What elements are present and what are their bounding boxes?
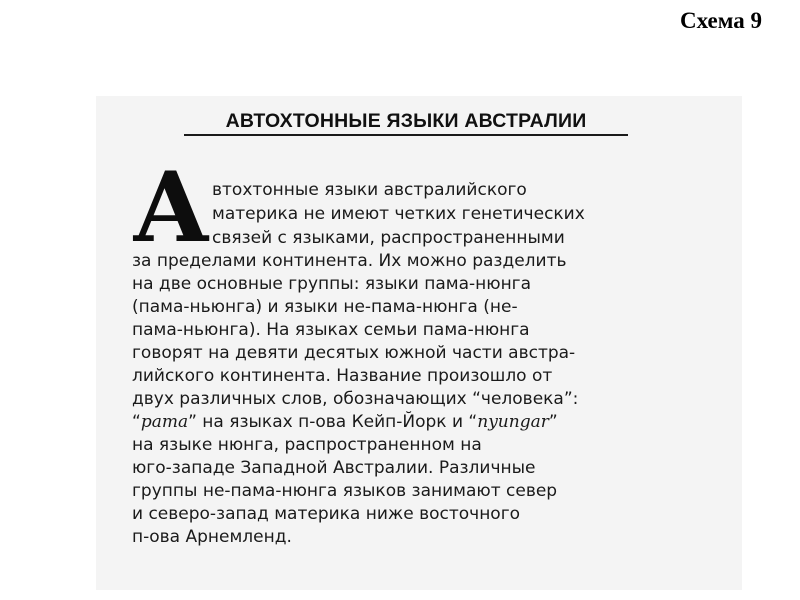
quote-open: “ xyxy=(132,412,141,432)
text-line-8: говорят на девяти десятых южной части австра- xyxy=(132,343,576,363)
italic-word-nyungar: nyungar xyxy=(477,412,549,432)
text-line-13: юго-западе Западной Австралии. Различные xyxy=(132,458,536,478)
italic-word-pama: pama xyxy=(140,412,189,432)
text-line-3: связей с языками, распространенными xyxy=(212,228,565,248)
text-line-4: за пределами континента. Их можно разделить xyxy=(132,251,567,271)
text-line-12: на языке нюнга, распространенном на xyxy=(132,435,482,455)
text-line-1: втохтонные языки австралийского xyxy=(212,180,527,200)
text-line-6: (пама-ньюнга) и языки не-пама-нюнга (не- xyxy=(132,297,518,317)
text-line-5: на две основные группы: языки пама-нюнга xyxy=(132,274,532,294)
text-middle: ” на языках п-ова Кейп-Йорк и “ xyxy=(188,412,478,432)
scheme-label: Схема 9 xyxy=(679,8,762,33)
text-line-2: материка не имеют четких генетических xyxy=(212,204,585,224)
drop-cap-letter: А xyxy=(132,151,211,264)
text-line-10: двух различных слов, обозначающих “человека”: xyxy=(132,389,579,409)
text-line-9: лийского континента. Название произошло от xyxy=(132,366,553,386)
text-line-15: и северо-запад материка ниже восточного xyxy=(132,504,521,524)
text-line-11 xyxy=(132,412,558,432)
title-underline xyxy=(184,134,628,136)
text-line-16: п-ова Арнемленд. xyxy=(132,527,292,547)
document-title: АВТОХТОННЫЕ ЯЗЫКИ АВСТРАЛИИ xyxy=(225,110,587,132)
text-line-14: группы не-пама-нюнга языков занимают север xyxy=(132,481,558,501)
quote-close: ” xyxy=(548,412,558,432)
text-line-7: пама-ньюнга). На языках семьи пама-нюнга xyxy=(132,320,530,340)
